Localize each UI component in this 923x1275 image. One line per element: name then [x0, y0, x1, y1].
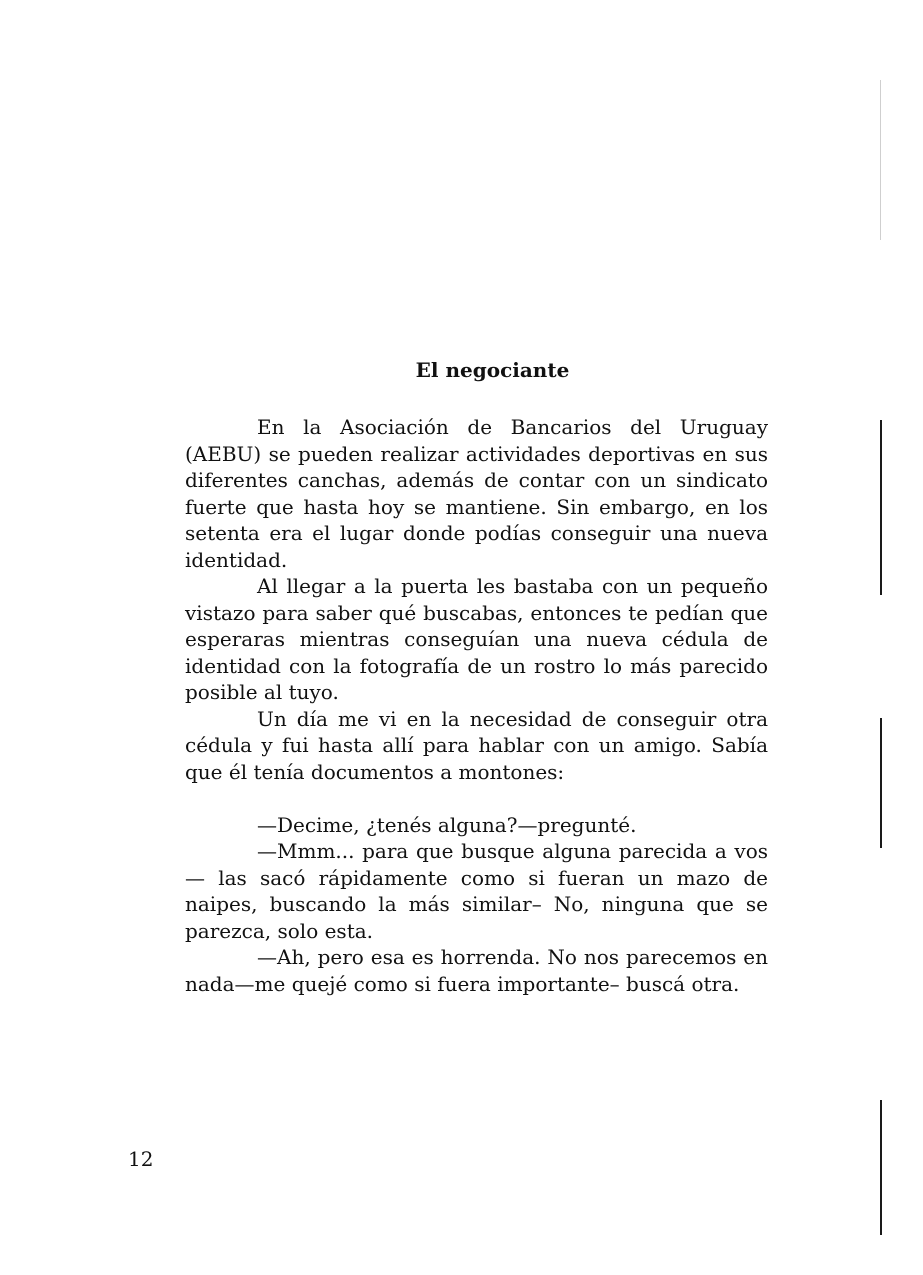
dialogue-line: —Ah, pero esa es horrenda. No nos parecemos en nada—me quejé como si fuera importante– buscá otra.	[185, 945, 768, 996]
page-edge-line	[880, 420, 882, 595]
page-edge-line	[880, 718, 882, 848]
paragraph: En la Asociación de Bancarios del Uruguay (AEBU) se pueden realizar actividades deportivas en sus diferentes canchas, además de contar con un sindicato fuerte que hasta hoy se mantiene. Sin embargo, en los setenta era el lugar donde podías conseguir una nueva identidad.	[185, 415, 768, 572]
paragraph: Un día me vi en la necesidad de conseguir otra cédula y fui hasta allí para hablar con un amigo. Sabía que él tenía documentos a montones:	[185, 706, 768, 784]
paragraph: Al llegar a la puerta les bastaba con un pequeño vistazo para saber qué buscabas, entonces te pedían que esperaras mientras conseguían una nueva cédula de identidad con la fotografía de un rostro lo más parecido posible al tuyo.	[185, 574, 768, 704]
paragraph-gap	[185, 785, 768, 812]
chapter-body	[185, 414, 768, 997]
dialogue-line: —Decime, ¿tenés alguna?—pregunté.	[257, 812, 637, 837]
dialogue-line: —Mmm... para que busque alguna parecida a vos— las sacó rápidamente como si fueran un mazo de naipes, buscando la más similar– No, ninguna que se parezca, solo esta.	[185, 839, 768, 943]
page-number: 12	[128, 1147, 154, 1171]
page-edge-shadow	[880, 80, 881, 240]
page-edge-line	[880, 1100, 882, 1235]
chapter-title: El negociante	[415, 358, 570, 382]
